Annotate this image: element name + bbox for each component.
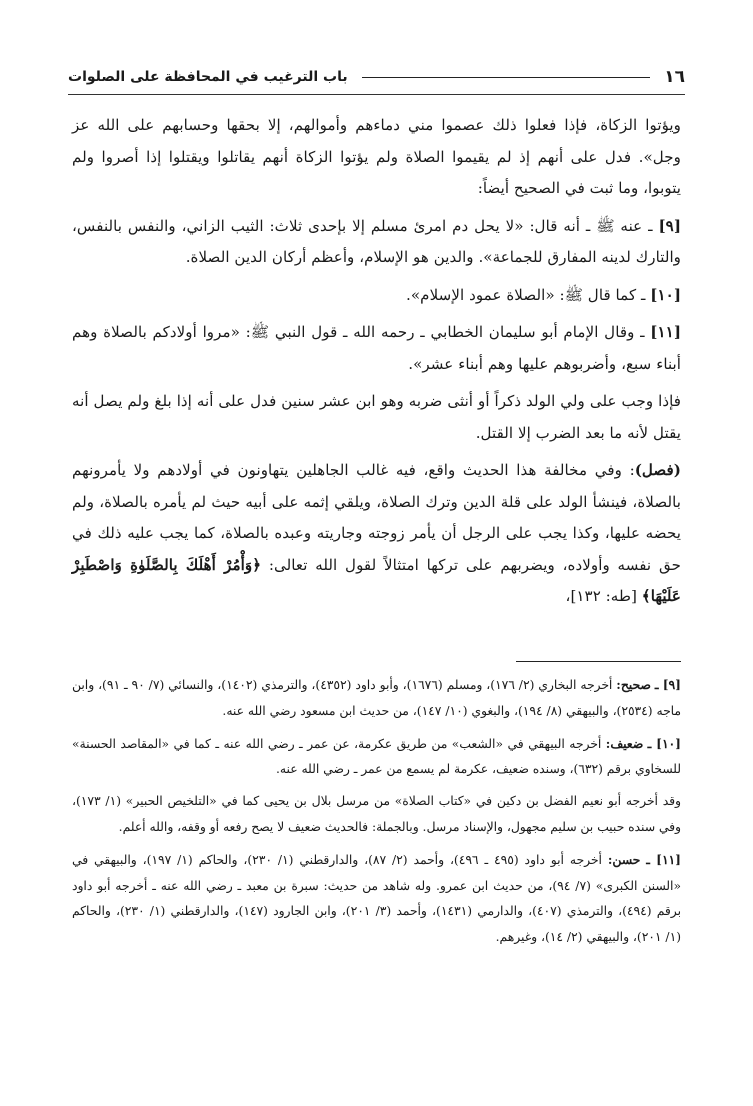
paragraph-hadith-11	[72, 317, 681, 380]
paragraph-1: ويؤتوا الزكاة، فإذا فعلوا ذلك عصموا مني دماءهم وأموالهم، إلا بحقها وحسابهم على الله عز وجل». فدل على أنهم إذ لم يقيموا الصلاة ولم يؤتوا الزكاة أنهم يقاتلوا ويقتلوا إذا أصروا ولم يتوبوا، وما ثبت في الصحيح أيضاً:	[72, 116, 681, 197]
running-title: باب الترغيب في المحافظة على الصلوات	[68, 69, 348, 85]
page-number: ١٦	[664, 67, 685, 87]
verse-citation: [طه: ١٣٢]،	[565, 587, 637, 605]
header-divider	[68, 94, 685, 95]
footnotes	[72, 672, 681, 957]
paragraph-fasl	[72, 455, 681, 613]
footnote-10-text: أخرجه البيهقي في «الشعب» من طريق عكرمة، عن عمر ـ رضي الله عنه ـ كما في «المقاصد الحسنة» للسخاوي برقم (٦٣٢)، وسنده ضعيف، عكرمة لم يسمع من عمر ـ رضي الله عنه.	[72, 736, 681, 777]
footnote-separator	[516, 661, 681, 662]
footnote-11	[72, 847, 681, 951]
paragraph-hadith-9	[72, 211, 681, 274]
footnote-9-ref: [٩] ـ	[654, 677, 681, 692]
footnote-11-ref: [١١] ـ	[646, 851, 681, 867]
hadith-10-text: ـ كما قال ﷺ: «الصلاة عمود الإسلام».	[406, 285, 646, 304]
paragraph-hadith-10	[72, 280, 681, 312]
footnote-10-ref: [١٠] ـ	[647, 735, 681, 751]
header-rule	[362, 77, 651, 78]
fasl-label: (فصل)	[634, 461, 681, 479]
footnote-10-grade: ضعيف:	[605, 735, 644, 751]
page-header	[68, 62, 685, 92]
footnote-10	[72, 731, 681, 784]
fasl-text: : وفي مخالفة هذا الحديث واقع، فيه غالب الجاهلين يتهاونون في أولادهم ولا يأمرونهم بالصلاة، فينشأ الولد على قلة الدين وترك الصلاة، ويلقي إثمه على أبيه حيث لم يأمره بالصلاة، ولم يحضه عليها، وكذا يجب على الرجل أن يأمر زوجته وجاريته وعبده بالصلاة، كما يجب عليه ذلك في حق نفسه وأولاده، ويضربهم على تركها امتثالاً لقول الله تعالى:	[72, 461, 681, 574]
main-text	[72, 110, 681, 619]
footnote-9-text: أخرجه البخاري (٢/ ١٧٦)، ومسلم (١٦٧٦)، وأبو داود (٤٣٥٢)، والترمذي (١٤٠٢)، والنسائي (٧/ ٩٠ ـ ٩١)، وابن ماجه (٢٥٣٤)، والبيهقي (٨/ ١٩٤)، والبغوي (١٠/ ١٤٧)، من حديث ابن مسعود رضي الله عنه.	[72, 678, 681, 718]
footnote-9-grade: صحيح:	[616, 677, 651, 692]
footnote-11-grade: حسن:	[607, 851, 641, 867]
hadith-ref-11: [١١]	[650, 323, 681, 341]
hadith-ref-10: [١٠]	[650, 285, 681, 304]
hadith-11-text: ـ وقال الإمام أبو سليمان الخطابي ـ رحمه الله ـ قول النبي ﷺ: «مروا أولادكم بالصلاة وهم أبناء سبع، وأضربوهم عليها وهم أبناء عشر».	[72, 323, 681, 373]
quran-verse: ﴿وَأْمُرْ أَهْلَكَ بِالصَّلَوٰةِ وَاصْطَبِرْ عَلَيْهَا﴾	[72, 555, 681, 605]
footnote-11-text: أخرجه أبو داود (٤٩٥ ـ ٤٩٦)، وأحمد (٢/ ٨٧)، والدارقطني (١/ ٢٣٠)، والحاكم (١/ ١٩٧)، والبيهقي في «السنن الكبرى» (٧/ ٩٤)، من حديث ابن عمرو. وله شاهد من حديث: سبرة بن معبد ـ رضي الله عنه ـ أخرجه أبو داود برقم (٤٩٤)، والترمذي (٤٠٧)، والدارمي (١٤٣١)، وأحمد (٣/ ٢٠١)، وابن الجارود (١٤٧)، والدارقطني (١/ ٢٣٠)، والحاكم (١/ ٢٠١)، والبيهقي (٢/ ١٤)، وغيرهم.	[72, 852, 681, 945]
hadith-ref-9: [٩]	[658, 216, 681, 235]
paragraph-5: فإذا وجب على ولي الولد ذكراً أو أنثى ضربه وهو ابن عشر سنين فدل على أنه إذا بلغ ولم يصل أنه يقتل لأنه ما بعد الضرب إلا القتل.	[72, 392, 681, 442]
hadith-9-text: ـ عنه ﷺ ـ أنه قال: «لا يحل دم امرئ مسلم إلا بإحدى ثلاث: الثيب الزاني، والنفس بالنفس، والتارك لدينه المفارق للجماعة». والدين هو الإسلام، وأعظم أركان الدين الصلاة.	[72, 216, 681, 266]
footnote-9	[72, 672, 681, 725]
footnote-10-continued: وقد أخرجه أبو نعيم الفضل بن دكين في «كتاب الصلاة» من مرسل بلال بن يحيى كما في «التلخيص الحبير» (١/ ١٧٣)، وفي سنده حبيب بن سليم مجهول، والإسناد مرسل. وبالجملة: فالحديث ضعيف لا يصح رفعه أو وقفه، والله أعلم.	[72, 794, 681, 834]
